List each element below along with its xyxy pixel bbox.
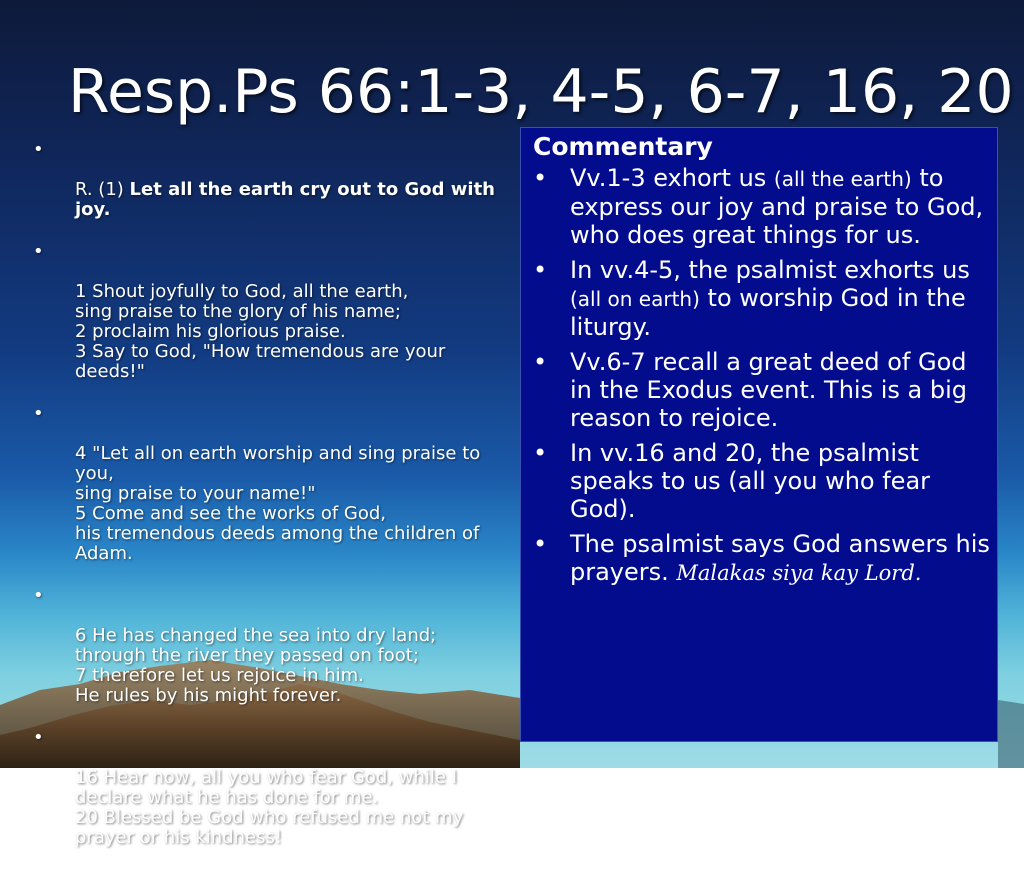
commentary-item-4-text: In vv.16 and 20, the psalmist speaks to us (all you who fear God).	[570, 439, 931, 523]
commentary-item-2-rest: to worship God in the liturgy.	[570, 284, 966, 341]
bullet-glyph: •	[33, 241, 44, 262]
bullet-glyph: •	[533, 256, 548, 284]
right-ground-strip	[998, 700, 1024, 768]
list-item	[30, 586, 500, 706]
commentary-item-2-text: In vv.4-5, the psalmist exhorts us	[570, 256, 970, 284]
bullet-glyph: •	[33, 585, 44, 606]
bullet-glyph: •	[33, 727, 44, 748]
psalm-verses-list	[30, 140, 500, 870]
verses-16-20: 16 Hear now, all you who fear God, while I declare what he has done for me. 20 Blessed be God who refused me not my prayer or his kindness!	[75, 767, 464, 848]
bullet-glyph: •	[33, 403, 44, 424]
commentary-item-1-text: Vv.1-3 exhort us	[570, 164, 774, 192]
verses-6-7: 6 He has changed the sea into dry land; through the river they passed on foot; 7 therefore let us rejoice in him. He rules by his might forever.	[75, 625, 437, 706]
response-text: Let all the earth cry out to God with joy.	[75, 179, 495, 220]
commentary-title: Commentary	[533, 132, 713, 161]
slide-title: Resp.Ps 66:1-3, 4-5, 6-7, 16, 20	[68, 57, 1014, 127]
list-item	[30, 728, 500, 848]
response-prefix: R. (1)	[75, 179, 130, 200]
list-item	[30, 242, 500, 382]
verses-1-3: 1 Shout joyfully to God, all the earth, sing praise to the glory of his name; 2 proclaim his glorious praise. 3 Say to God, "How tremendous are your deeds!"	[75, 281, 446, 382]
commentary-item	[531, 256, 991, 341]
commentary-box	[520, 127, 998, 742]
list-item	[30, 404, 500, 564]
commentary-item-1-aside: (all the earth)	[773, 167, 912, 191]
bullet-glyph: •	[533, 164, 548, 192]
bullet-glyph: •	[533, 530, 548, 558]
bullet-glyph: •	[533, 439, 548, 467]
commentary-item	[531, 530, 991, 587]
commentary-item	[531, 348, 991, 432]
bullet-glyph: •	[533, 348, 548, 376]
commentary-item-2-aside: (all on earth)	[570, 287, 700, 311]
commentary-list	[531, 164, 991, 594]
list-item	[30, 140, 500, 220]
commentary-item	[531, 164, 991, 249]
commentary-item-3-text: Vv.6-7 recall a great deed of God in the Exodus event. This is a big reason to rejoice.	[570, 348, 967, 432]
verses-4-5: 4 "Let all on earth worship and sing praise to you, sing praise to your name!" 5 Come and see the works of God, his tremendous deeds among the children of Adam.	[75, 443, 481, 564]
commentary-item-5-aside: Malakas siya kay Lord.	[676, 561, 922, 585]
commentary-item	[531, 439, 991, 523]
bullet-glyph: •	[33, 139, 44, 160]
commentary-item-1-rest: to express our joy and praise to God, who does great things for us.	[570, 164, 984, 249]
commentary-item-5-text: The psalmist says God answers his prayers.	[570, 530, 990, 586]
